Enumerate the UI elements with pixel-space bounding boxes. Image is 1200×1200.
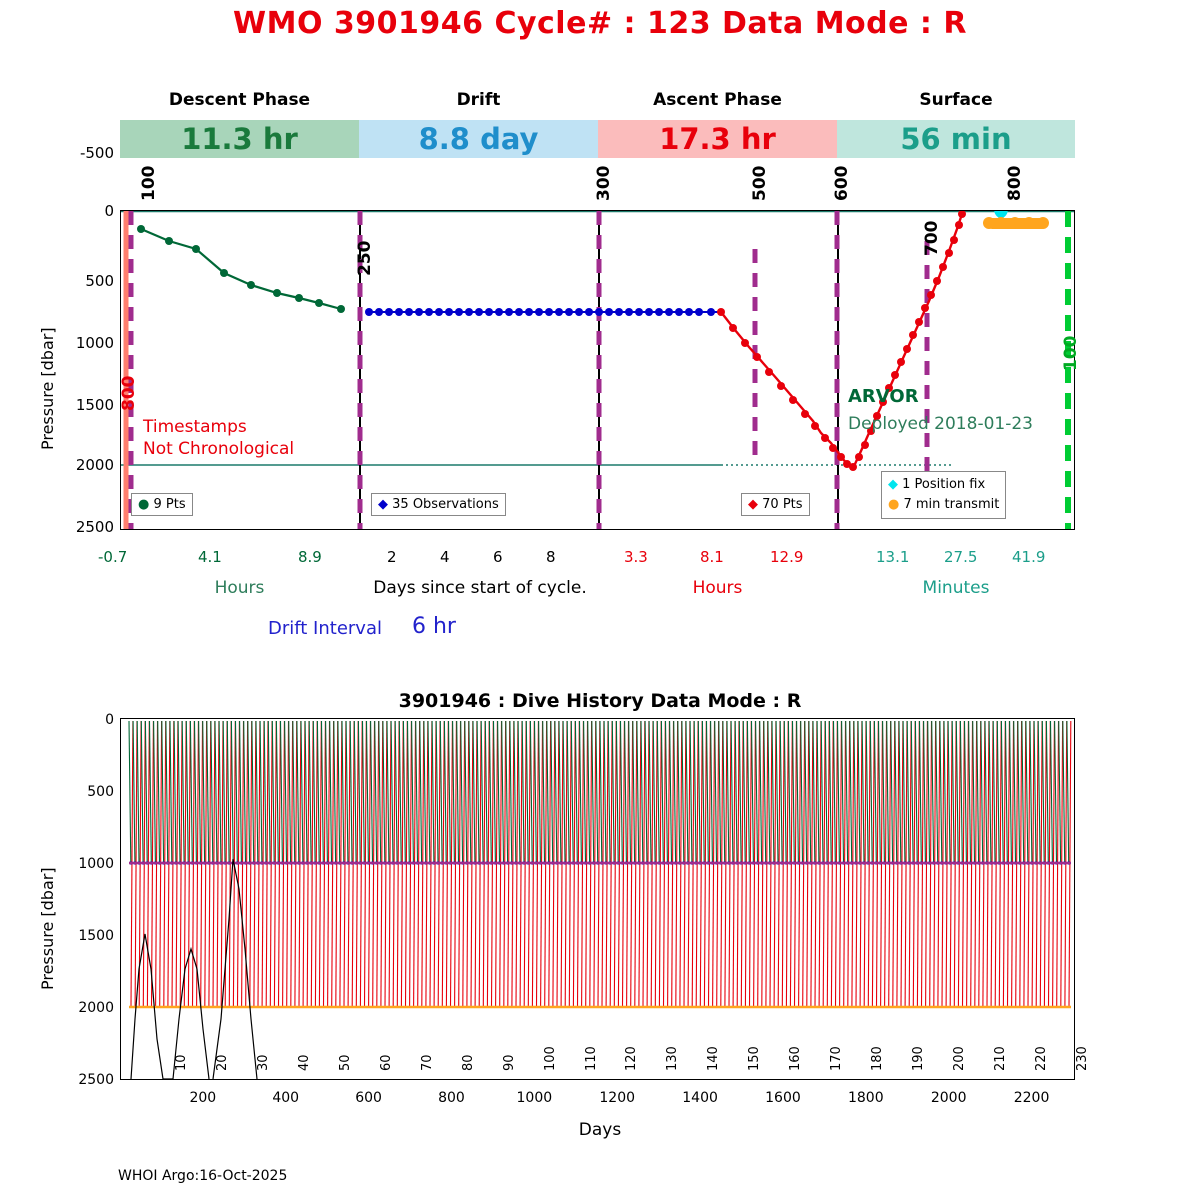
cycle-label-180: 180 — [870, 1046, 886, 1071]
p2-xtick-2000: 2000 — [930, 1090, 967, 1106]
cycle-label-130: 130 — [665, 1046, 681, 1071]
legend-drift: ◆ 35 Observations — [371, 493, 506, 516]
float-type-label: ARVOR — [848, 386, 919, 407]
event-label-100: 100 — [139, 165, 159, 201]
p1-ytick-2500: 2500 — [75, 518, 114, 536]
p1-ytick-1000: 1000 — [75, 334, 114, 352]
p1-xtick-ascent-0: 3.3 — [624, 548, 648, 566]
cycle-label-110: 110 — [583, 1046, 599, 1071]
event-label-300: 300 — [594, 165, 614, 201]
cycle-label-220: 220 — [1034, 1046, 1050, 1071]
ascent-axis-unit: Hours — [692, 578, 743, 598]
dive-history-chart — [120, 718, 1090, 1080]
cycle-label-170: 170 — [829, 1046, 845, 1071]
p1-xtick-drift-1: 4 — [440, 548, 450, 566]
cycle-label-200: 200 — [952, 1046, 968, 1071]
legend-descent: ● 9 Pts — [131, 493, 193, 516]
event-label-800: 800 — [1005, 165, 1025, 201]
cycle-label-40: 40 — [296, 1054, 312, 1071]
p2-xtick-1000: 1000 — [516, 1090, 553, 1106]
p2-xtick-1400: 1400 — [682, 1090, 718, 1106]
event-label-600: 600 — [832, 165, 852, 201]
p2-ytick-2000: 2000 — [78, 1000, 114, 1016]
cycle-label-20: 20 — [214, 1054, 230, 1071]
phase-duration-descent: 11.3 hr — [181, 122, 298, 156]
p1-xtick-descent-0: -0.7 — [98, 548, 128, 566]
phase-header-descent: Descent Phase — [168, 90, 311, 110]
phase-bar-ascent — [598, 120, 837, 158]
phase-header-ascent: Ascent Phase — [653, 90, 782, 110]
legend-surface: ◆ 1 Position fix ● 7 min transmit — [881, 471, 1006, 519]
phase-bar-drift — [359, 120, 598, 158]
drift-interval-value: 6 hr — [412, 614, 456, 639]
legend-drift-label: 35 Observations — [392, 497, 499, 512]
p1-xtick-drift-0: 2 — [387, 548, 397, 566]
p1-xtick-ascent-2: 12.9 — [770, 548, 804, 566]
p2-ytick-1000: 1000 — [78, 856, 114, 872]
phase-header-drift: Drift — [456, 90, 501, 110]
cycle-label-60: 60 — [378, 1054, 394, 1071]
left-marker-label: 800 — [119, 375, 139, 411]
p1-xtick-surface-0: 13.1 — [876, 548, 910, 566]
cycle-label-160: 160 — [788, 1046, 804, 1071]
p2-ytick-2500: 2500 — [78, 1072, 114, 1088]
p2-xtick-800: 800 — [438, 1090, 465, 1106]
surface-axis-unit: Minutes — [922, 578, 990, 598]
p1-xtick-descent-1: 4.1 — [198, 548, 222, 566]
cycle-label-30: 30 — [255, 1054, 271, 1071]
p2-xtick-1600: 1600 — [765, 1090, 801, 1106]
p1-ytick-0: 0 — [104, 202, 114, 220]
cycle-label-190: 190 — [911, 1046, 927, 1071]
phase-duration-drift: 8.8 day — [418, 122, 539, 156]
p2-xtick-1800: 1800 — [847, 1090, 884, 1106]
cycle-label-80: 80 — [460, 1054, 476, 1071]
dive-history-title: 3901946 : Dive History Data Mode : R — [398, 690, 802, 712]
cycle-label-140: 140 — [706, 1046, 722, 1071]
event-label-250: 250 — [355, 240, 375, 276]
cycle-label-120: 120 — [624, 1046, 640, 1071]
p1-xtick-surface-1: 27.5 — [944, 548, 978, 566]
phase-bar-surface — [837, 120, 1075, 158]
p1-xtick-surface-2: 41.9 — [1012, 548, 1046, 566]
event-label-500: 500 — [750, 165, 770, 201]
phase-duration-surface: 56 min — [900, 122, 1012, 156]
descent-axis-unit: Hours — [214, 578, 265, 598]
cycle-detail-chart — [119, 165, 1081, 530]
p2-ytick-1500: 1500 — [78, 928, 114, 944]
cycle-label-70: 70 — [419, 1054, 435, 1071]
cycle-label-230: 230 — [1075, 1046, 1090, 1071]
p2-xtick-200: 200 — [189, 1090, 217, 1106]
p2-xtick-2200: 2200 — [1013, 1090, 1050, 1106]
p1-xtick-drift-3: 8 — [546, 548, 556, 566]
p1-xtick-drift-2: 6 — [493, 548, 503, 566]
legend-ascent-label: 70 Pts — [762, 497, 803, 512]
dive-history-plot — [121, 719, 1074, 1079]
footer-credit: WHOI Argo:16-Oct-2025 — [118, 1168, 288, 1184]
phase-header-surface: Surface — [919, 90, 993, 110]
panel2-y-axis-label: Pressure [dbar] — [38, 867, 57, 990]
drift-interval-label: Drift Interval — [268, 618, 382, 639]
panel2-x-axis-label: Days — [578, 1120, 622, 1140]
p2-xtick-1200: 1200 — [599, 1090, 636, 1106]
p1-ytick-2000: 2000 — [75, 456, 114, 474]
phase-duration-ascent: 17.3 hr — [659, 122, 776, 156]
event-label-700: 700 — [922, 220, 942, 256]
cycle-label-210: 210 — [993, 1046, 1009, 1071]
cycle-label-10: 10 — [173, 1054, 189, 1071]
p1-ytick--500: -500 — [79, 144, 114, 162]
timestamp-warning: Timestamps Not Chronological — [143, 417, 295, 459]
legend-transmit-label: 7 min transmit — [903, 497, 1000, 512]
panel1-y-axis-label: Pressure [dbar] — [38, 327, 57, 450]
legend-descent-label: 9 Pts — [153, 497, 186, 512]
p2-ytick-500: 500 — [87, 784, 114, 800]
cycle-label-90: 90 — [501, 1054, 517, 1071]
p1-xtick-descent-2: 8.9 — [298, 548, 322, 566]
cycle-label-50: 50 — [337, 1054, 353, 1071]
p2-xtick-600: 600 — [355, 1090, 382, 1106]
cycle-label-150: 150 — [747, 1046, 763, 1071]
right-marker-label: 100 — [1061, 335, 1081, 371]
p1-xtick-ascent-1: 8.1 — [700, 548, 724, 566]
legend-position-fix-label: 1 Position fix — [902, 477, 986, 492]
p1-ytick-500: 500 — [85, 272, 114, 290]
drift-axis-unit: Days since start of cycle. — [373, 578, 587, 598]
deployment-date-label: Deployed 2018-01-23 — [848, 414, 1033, 434]
legend-ascent: ◆ 70 Pts — [741, 493, 810, 516]
cycle-label-100: 100 — [542, 1046, 558, 1071]
p2-ytick-0: 0 — [105, 712, 114, 728]
page-title: WMO 3901946 Cycle# : 123 Data Mode : R — [233, 6, 967, 41]
p2-xtick-400: 400 — [272, 1090, 300, 1106]
p1-ytick-1500: 1500 — [75, 396, 114, 414]
phase-bar-descent — [120, 120, 359, 158]
